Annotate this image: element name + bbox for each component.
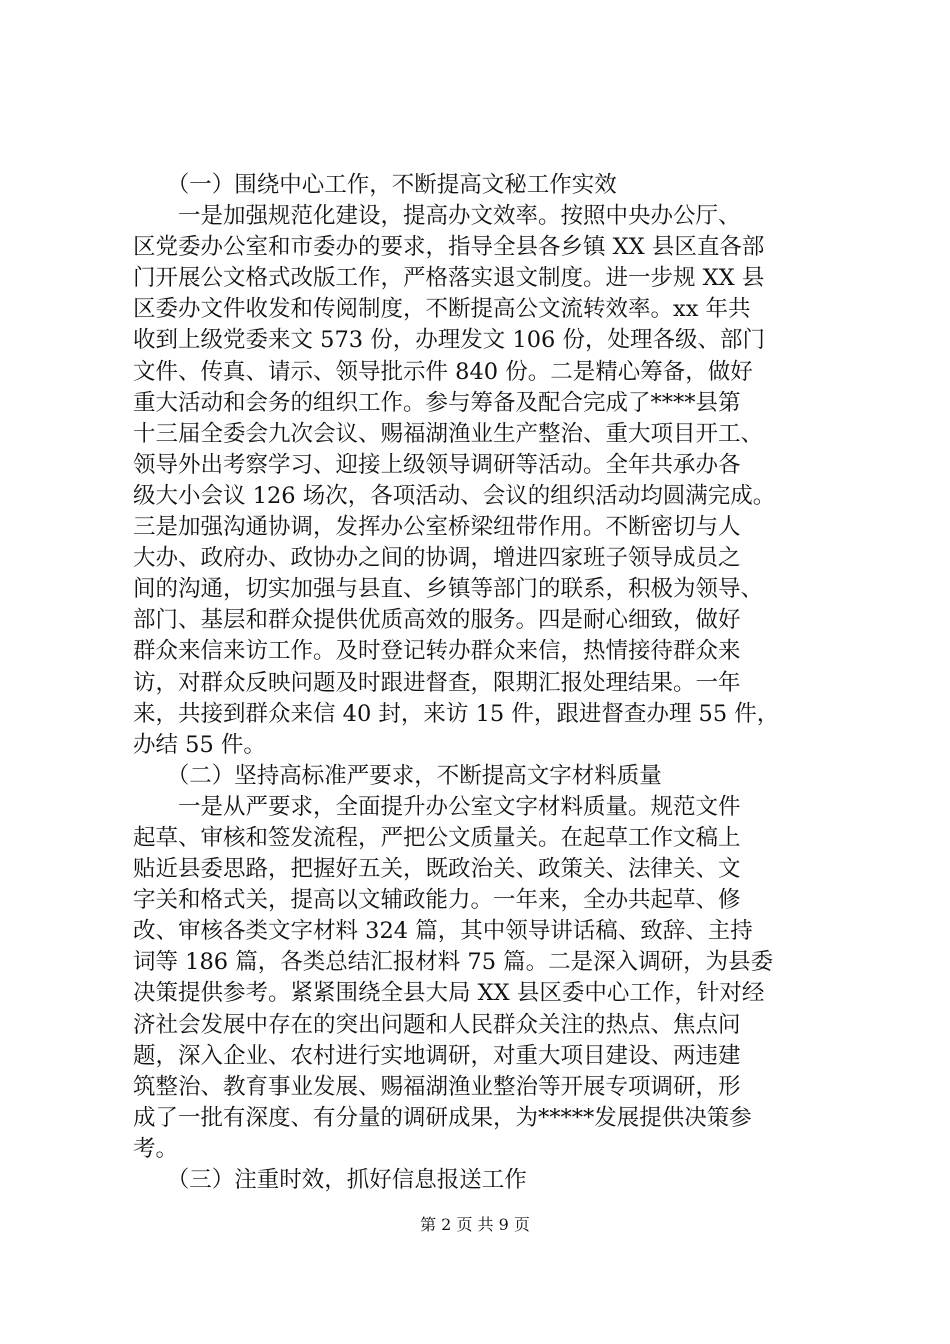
paragraph-line: 领导外出考察学习、迎接上级领导调研等活动。全年共承办各 xyxy=(133,451,741,478)
paragraph-line: 筑整治、教育事业发展、赐福湖渔业整治等开展专项调研，形 xyxy=(133,1073,741,1100)
paragraph-line: 访，对群众反映问题及时跟进督查，限期汇报处理结果。一年 xyxy=(133,669,741,696)
paragraph-line: 决策提供参考。紧紧围绕全县大局 XX 县区委中心工作，针对经 xyxy=(133,980,765,1007)
paragraph-line: 间的沟通，切实加强与县直、乡镇等部门的联系，积极为领导、 xyxy=(133,576,764,603)
paragraph-line: 三是加强沟通协调，发挥办公室桥梁纽带作用。不断密切与人 xyxy=(133,514,741,541)
paragraph-line: 贴近县委思路，把握好五关，既政治关、政策关、法律关、文 xyxy=(133,856,741,883)
paragraph-line: 题，深入企业、农村进行实地调研，对重大项目建设、两违建 xyxy=(133,1042,741,1069)
paragraph-line: 词等 186 篇，各类总结汇报材料 75 篇。二是深入调研，为县委 xyxy=(133,949,774,976)
paragraph-line: 来，共接到群众来信 40 封，来访 15 件，跟进督查办理 55 件， xyxy=(133,700,780,727)
paragraph-line: 成了一批有深度、有分量的调研成果，为*****发展提供决策参 xyxy=(133,1104,752,1131)
paragraph-line: 字关和格式关，提高以文辅政能力。一年来，全办共起草、修 xyxy=(133,887,741,914)
paragraph-line: 改、审核各类文字材料 324 篇，其中领导讲话稿、致辞、主持 xyxy=(133,918,753,945)
paragraph-line: 文件、传真、请示、领导批示件 840 份。二是精心筹备，做好 xyxy=(133,358,753,385)
paragraph-line: 十三届全委会九次会议、赐福湖渔业生产整治、重大项目开工、 xyxy=(133,420,764,447)
paragraph-line: 一是加强规范化建设，提高办文效率。按照中央办公厅、 xyxy=(133,203,741,230)
paragraph-line: 重大活动和会务的组织工作。参与筹备及配合完成了****县第 xyxy=(133,389,741,416)
paragraph-line: 考。 xyxy=(133,1135,179,1162)
paragraph-line: 一是从严要求，全面提升办公室文字材料质量。规范文件 xyxy=(133,793,741,820)
section-heading-1: （一）围绕中心工作，不断提高文秘工作实效 xyxy=(133,172,617,198)
paragraph-line: 区党委办公室和市委办的要求，指导全县各乡镇 XX 县区直各部 xyxy=(133,234,765,261)
section-heading-3: （三）注重时效，抓好信息报送工作 xyxy=(133,1167,527,1193)
paragraph-line: 级大小会议 126 场次，各项活动、会议的组织活动均圆满完成。 xyxy=(133,482,776,509)
paragraph-line: 大办、政府办、政协办之间的协调，增进四家班子领导成员之 xyxy=(133,545,741,572)
page-number-footer: 第 2 页 共 9 页 xyxy=(420,1215,530,1234)
paragraph-line: 办结 55 件。 xyxy=(133,731,266,758)
paragraph-line: 区委办文件收发和传阅制度，不断提高公文流转效率。xx 年共 xyxy=(133,296,751,323)
paragraph-line: 部门、基层和群众提供优质高效的服务。四是耐心细致，做好 xyxy=(133,607,741,634)
document-body xyxy=(133,170,833,1196)
paragraph-line: 门开展公文格式改版工作，严格落实退文制度。进一步规 XX 县 xyxy=(133,265,765,292)
paragraph-line: 收到上级党委来文 573 份，办理发文 106 份，处理各级、部门 xyxy=(133,327,766,354)
paragraph-line: 济社会发展中存在的突出问题和人民群众关注的热点、焦点问 xyxy=(133,1011,741,1038)
paragraph-line: 起草、审核和签发流程，严把公文质量关。在起草工作文稿上 xyxy=(133,824,741,851)
paragraph-line: 群众来信来访工作。及时登记转办群众来信，热情接待群众来 xyxy=(133,638,741,665)
section-heading-2: （二）坚持高标准严要求，不断提高文字材料质量 xyxy=(133,762,662,789)
